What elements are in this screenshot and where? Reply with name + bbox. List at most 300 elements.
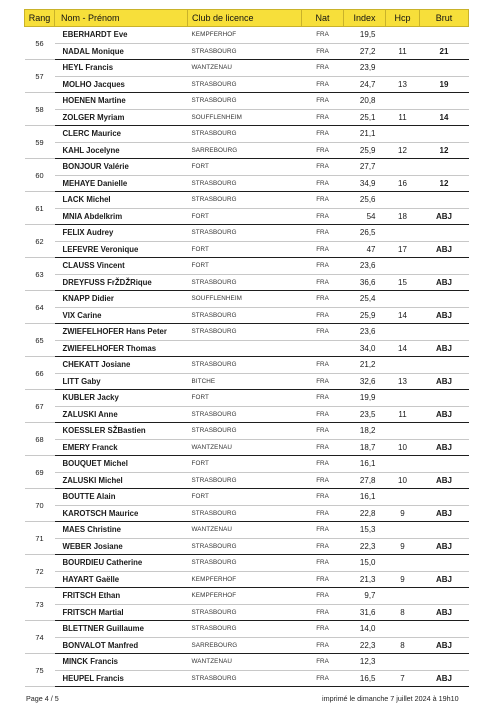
player-name: HOENEN Martine bbox=[55, 93, 188, 110]
rank-cell: 63 bbox=[25, 258, 55, 291]
table-row bbox=[25, 258, 469, 275]
nationality-cell: FRA bbox=[302, 225, 344, 242]
handicap-cell bbox=[386, 27, 420, 44]
table-row bbox=[25, 423, 469, 440]
table-row bbox=[25, 555, 469, 572]
nationality-cell: FRA bbox=[302, 670, 344, 687]
rank-cell: 59 bbox=[25, 126, 55, 159]
player-name: ZALUSKI Anne bbox=[55, 406, 188, 423]
rank-cell: 67 bbox=[25, 390, 55, 423]
table-row bbox=[25, 670, 469, 687]
index-cell: 18,7 bbox=[344, 439, 386, 456]
brut-score-cell bbox=[420, 192, 469, 209]
handicap-cell bbox=[386, 258, 420, 275]
handicap-cell: 9 bbox=[386, 505, 420, 522]
player-name: LITT Gaby bbox=[55, 373, 188, 390]
rank-cell: 56 bbox=[25, 27, 55, 60]
index-cell: 23,6 bbox=[344, 324, 386, 341]
club-cell: WANTZENAU bbox=[188, 654, 302, 671]
index-cell: 21,2 bbox=[344, 357, 386, 374]
club-cell: STRASBOURG bbox=[188, 357, 302, 374]
handicap-cell: 11 bbox=[386, 43, 420, 60]
nationality-cell: FRA bbox=[302, 109, 344, 126]
table-row bbox=[25, 588, 469, 605]
nationality-cell: FRA bbox=[302, 621, 344, 638]
index-cell: 32,6 bbox=[344, 373, 386, 390]
handicap-cell: 14 bbox=[386, 340, 420, 357]
index-cell: 12,3 bbox=[344, 654, 386, 671]
table-row bbox=[25, 225, 469, 242]
handicap-cell bbox=[386, 357, 420, 374]
nationality-cell: FRA bbox=[302, 258, 344, 275]
club-cell: STRASBOURG bbox=[188, 670, 302, 687]
club-cell: SOUFFLENHEIM bbox=[188, 109, 302, 126]
player-name: CLAUSS Vincent bbox=[55, 258, 188, 275]
club-cell: KEMPFERHOF bbox=[188, 27, 302, 44]
player-name: ZALUSKI Michel bbox=[55, 472, 188, 489]
table-row bbox=[25, 489, 469, 506]
handicap-cell bbox=[386, 291, 420, 308]
table-row bbox=[25, 159, 469, 176]
player-name: HAYART Gaëlle bbox=[55, 571, 188, 588]
index-cell: 19,5 bbox=[344, 27, 386, 44]
nationality-cell: FRA bbox=[302, 538, 344, 555]
handicap-cell bbox=[386, 489, 420, 506]
brut-score-cell: ABJ bbox=[420, 670, 469, 687]
rank-cell: 65 bbox=[25, 324, 55, 357]
handicap-cell: 9 bbox=[386, 571, 420, 588]
nationality-cell: FRA bbox=[302, 522, 344, 539]
club-cell: STRASBOURG bbox=[188, 505, 302, 522]
player-name: ZOLGER Myriam bbox=[55, 109, 188, 126]
player-name: HEYL Francis bbox=[55, 60, 188, 77]
player-name: KUBLER Jacky bbox=[55, 390, 188, 407]
rank-cell: 68 bbox=[25, 423, 55, 456]
brut-score-cell: ABJ bbox=[420, 340, 469, 357]
player-name: BONJOUR Valérie bbox=[55, 159, 188, 176]
index-cell: 25,1 bbox=[344, 109, 386, 126]
index-cell: 47 bbox=[344, 241, 386, 258]
nationality-cell: FRA bbox=[302, 357, 344, 374]
handicap-cell bbox=[386, 456, 420, 473]
rank-cell: 72 bbox=[25, 555, 55, 588]
table-row bbox=[25, 357, 469, 374]
table-row bbox=[25, 208, 469, 225]
nationality-cell: FRA bbox=[302, 406, 344, 423]
club-cell: STRASBOURG bbox=[188, 274, 302, 291]
brut-score-cell: ABJ bbox=[420, 472, 469, 489]
rank-cell: 73 bbox=[25, 588, 55, 621]
player-name: FELIX Audrey bbox=[55, 225, 188, 242]
brut-score-cell bbox=[420, 159, 469, 176]
brut-score-cell bbox=[420, 489, 469, 506]
club-cell: FORT bbox=[188, 390, 302, 407]
rank-cell: 57 bbox=[25, 60, 55, 93]
handicap-cell: 17 bbox=[386, 241, 420, 258]
table-row bbox=[25, 621, 469, 638]
index-cell: 54 bbox=[344, 208, 386, 225]
index-cell: 25,9 bbox=[344, 142, 386, 159]
nationality-cell: FRA bbox=[302, 43, 344, 60]
player-name: BOURDIEU Catherine bbox=[55, 555, 188, 572]
index-cell: 26,5 bbox=[344, 225, 386, 242]
handicap-cell bbox=[386, 159, 420, 176]
index-cell: 27,8 bbox=[344, 472, 386, 489]
table-row bbox=[25, 522, 469, 539]
club-cell: FORT bbox=[188, 489, 302, 506]
player-name: VIX Carine bbox=[55, 307, 188, 324]
print-date: imprimé le dimanche 7 juillet 2024 à 19h10 bbox=[322, 694, 459, 703]
player-name: HEUPEL Francis bbox=[55, 670, 188, 687]
club-cell: STRASBOURG bbox=[188, 423, 302, 440]
brut-score-cell bbox=[420, 324, 469, 341]
club-cell: FORT bbox=[188, 159, 302, 176]
table-row bbox=[25, 291, 469, 308]
player-name: BOUQUET Michel bbox=[55, 456, 188, 473]
club-cell: WANTZENAU bbox=[188, 439, 302, 456]
nationality-cell: FRA bbox=[302, 604, 344, 621]
player-name: KAROTSCH Maurice bbox=[55, 505, 188, 522]
nationality-cell: FRA bbox=[302, 27, 344, 44]
player-name: LEFEVRE Veronique bbox=[55, 241, 188, 258]
club-cell: STRASBOURG bbox=[188, 225, 302, 242]
rank-cell: 70 bbox=[25, 489, 55, 522]
rank-cell: 58 bbox=[25, 93, 55, 126]
club-cell: SOUFFLENHEIM bbox=[188, 291, 302, 308]
handicap-cell: 8 bbox=[386, 604, 420, 621]
club-cell: FORT bbox=[188, 456, 302, 473]
nationality-cell: FRA bbox=[302, 489, 344, 506]
handicap-cell: 18 bbox=[386, 208, 420, 225]
table-row bbox=[25, 192, 469, 209]
handicap-cell bbox=[386, 654, 420, 671]
table-row bbox=[25, 456, 469, 473]
handicap-cell bbox=[386, 423, 420, 440]
player-name: CHEKATT Josiane bbox=[55, 357, 188, 374]
nationality-cell: FRA bbox=[302, 93, 344, 110]
nationality-cell: FRA bbox=[302, 159, 344, 176]
table-row bbox=[25, 637, 469, 654]
table-row bbox=[25, 472, 469, 489]
results-body bbox=[25, 27, 469, 687]
player-name: EMERY Franck bbox=[55, 439, 188, 456]
table-row bbox=[25, 27, 469, 44]
club-cell: FORT bbox=[188, 258, 302, 275]
club-cell: WANTZENAU bbox=[188, 522, 302, 539]
brut-score-cell bbox=[420, 390, 469, 407]
handicap-cell: 9 bbox=[386, 538, 420, 555]
player-name: BONVALOT Manfred bbox=[55, 637, 188, 654]
handicap-cell: 7 bbox=[386, 670, 420, 687]
header-brut: Brut bbox=[420, 10, 469, 27]
nationality-cell: FRA bbox=[302, 291, 344, 308]
nationality-cell: FRA bbox=[302, 637, 344, 654]
club-cell: STRASBOURG bbox=[188, 555, 302, 572]
player-name: MNIA Abdelkrim bbox=[55, 208, 188, 225]
player-name: CLERC Maurice bbox=[55, 126, 188, 143]
index-cell: 34,9 bbox=[344, 175, 386, 192]
rank-cell: 62 bbox=[25, 225, 55, 258]
brut-score-cell: ABJ bbox=[420, 373, 469, 390]
player-name: MEHAYE Danielle bbox=[55, 175, 188, 192]
table-row bbox=[25, 175, 469, 192]
table-row bbox=[25, 142, 469, 159]
table-row bbox=[25, 43, 469, 60]
table-row bbox=[25, 373, 469, 390]
table-row bbox=[25, 60, 469, 77]
club-cell: SARREBOURG bbox=[188, 637, 302, 654]
index-cell: 25,6 bbox=[344, 192, 386, 209]
club-cell: SARREBOURG bbox=[188, 142, 302, 159]
index-cell: 15,0 bbox=[344, 555, 386, 572]
table-row bbox=[25, 109, 469, 126]
handicap-cell: 16 bbox=[386, 175, 420, 192]
handicap-cell: 15 bbox=[386, 274, 420, 291]
handicap-cell bbox=[386, 93, 420, 110]
club-cell bbox=[188, 340, 302, 357]
club-cell: STRASBOURG bbox=[188, 406, 302, 423]
brut-score-cell bbox=[420, 60, 469, 77]
header-row bbox=[25, 10, 469, 27]
table-row bbox=[25, 406, 469, 423]
nationality-cell: FRA bbox=[302, 390, 344, 407]
brut-score-cell bbox=[420, 654, 469, 671]
table-row bbox=[25, 307, 469, 324]
nationality-cell: FRA bbox=[302, 274, 344, 291]
handicap-cell bbox=[386, 60, 420, 77]
index-cell: 23,6 bbox=[344, 258, 386, 275]
index-cell: 16,1 bbox=[344, 489, 386, 506]
nationality-cell: FRA bbox=[302, 571, 344, 588]
brut-score-cell bbox=[420, 423, 469, 440]
handicap-cell bbox=[386, 225, 420, 242]
brut-score-cell: ABJ bbox=[420, 571, 469, 588]
handicap-cell: 12 bbox=[386, 142, 420, 159]
index-cell: 27,2 bbox=[344, 43, 386, 60]
rank-cell: 64 bbox=[25, 291, 55, 324]
brut-score-cell bbox=[420, 225, 469, 242]
index-cell: 22,3 bbox=[344, 538, 386, 555]
table-row bbox=[25, 324, 469, 341]
rank-cell: 71 bbox=[25, 522, 55, 555]
handicap-cell bbox=[386, 621, 420, 638]
handicap-cell: 11 bbox=[386, 109, 420, 126]
club-cell: WANTZENAU bbox=[188, 60, 302, 77]
club-cell: KEMPFERHOF bbox=[188, 588, 302, 605]
brut-score-cell: ABJ bbox=[420, 274, 469, 291]
handicap-cell: 11 bbox=[386, 406, 420, 423]
rank-cell: 74 bbox=[25, 621, 55, 654]
header-nat: Nat bbox=[302, 10, 344, 27]
player-name: ZWIEFELHOFER Hans Peter bbox=[55, 324, 188, 341]
handicap-cell bbox=[386, 192, 420, 209]
index-cell: 9,7 bbox=[344, 588, 386, 605]
handicap-cell: 14 bbox=[386, 307, 420, 324]
club-cell: STRASBOURG bbox=[188, 324, 302, 341]
handicap-cell: 13 bbox=[386, 373, 420, 390]
table-row bbox=[25, 571, 469, 588]
nationality-cell: FRA bbox=[302, 324, 344, 341]
brut-score-cell: ABJ bbox=[420, 241, 469, 258]
club-cell: BITCHE bbox=[188, 373, 302, 390]
brut-score-cell bbox=[420, 621, 469, 638]
index-cell: 23,5 bbox=[344, 406, 386, 423]
brut-score-cell bbox=[420, 291, 469, 308]
header-club: Club de licence bbox=[188, 10, 302, 27]
handicap-cell bbox=[386, 390, 420, 407]
index-cell: 36,6 bbox=[344, 274, 386, 291]
brut-score-cell: ABJ bbox=[420, 637, 469, 654]
nationality-cell: FRA bbox=[302, 241, 344, 258]
brut-score-cell bbox=[420, 555, 469, 572]
nationality-cell: FRA bbox=[302, 472, 344, 489]
nationality-cell: FRA bbox=[302, 142, 344, 159]
index-cell: 25,4 bbox=[344, 291, 386, 308]
nationality-cell: FRA bbox=[302, 307, 344, 324]
index-cell: 14,0 bbox=[344, 621, 386, 638]
handicap-cell bbox=[386, 324, 420, 341]
index-cell: 24,7 bbox=[344, 76, 386, 93]
header-index: Index bbox=[344, 10, 386, 27]
nationality-cell: FRA bbox=[302, 60, 344, 77]
player-name: KAHL Jocelyne bbox=[55, 142, 188, 159]
brut-score-cell: ABJ bbox=[420, 307, 469, 324]
nationality-cell bbox=[302, 340, 344, 357]
club-cell: STRASBOURG bbox=[188, 126, 302, 143]
results-table bbox=[24, 9, 469, 687]
nationality-cell: FRA bbox=[302, 192, 344, 209]
brut-score-cell bbox=[420, 126, 469, 143]
brut-score-cell: ABJ bbox=[420, 406, 469, 423]
table-row bbox=[25, 274, 469, 291]
brut-score-cell bbox=[420, 357, 469, 374]
nationality-cell: FRA bbox=[302, 126, 344, 143]
index-cell: 22,3 bbox=[344, 637, 386, 654]
index-cell: 22,8 bbox=[344, 505, 386, 522]
player-name: MAES Christine bbox=[55, 522, 188, 539]
player-name: MOLHO Jacques bbox=[55, 76, 188, 93]
nationality-cell: FRA bbox=[302, 654, 344, 671]
table-row bbox=[25, 126, 469, 143]
club-cell: STRASBOURG bbox=[188, 604, 302, 621]
club-cell: FORT bbox=[188, 208, 302, 225]
nationality-cell: FRA bbox=[302, 555, 344, 572]
index-cell: 21,3 bbox=[344, 571, 386, 588]
brut-score-cell: 12 bbox=[420, 142, 469, 159]
rank-cell: 69 bbox=[25, 456, 55, 489]
rank-cell: 66 bbox=[25, 357, 55, 390]
handicap-cell: 13 bbox=[386, 76, 420, 93]
player-name: NADAL Monique bbox=[55, 43, 188, 60]
header-hcp: Hcp bbox=[386, 10, 420, 27]
brut-score-cell: ABJ bbox=[420, 604, 469, 621]
brut-score-cell bbox=[420, 522, 469, 539]
nationality-cell: FRA bbox=[302, 175, 344, 192]
club-cell: STRASBOURG bbox=[188, 192, 302, 209]
handicap-cell: 8 bbox=[386, 637, 420, 654]
index-cell: 31,6 bbox=[344, 604, 386, 621]
nationality-cell: FRA bbox=[302, 423, 344, 440]
brut-score-cell: ABJ bbox=[420, 208, 469, 225]
table-row bbox=[25, 439, 469, 456]
index-cell: 34,0 bbox=[344, 340, 386, 357]
index-cell: 16,1 bbox=[344, 456, 386, 473]
nationality-cell: FRA bbox=[302, 373, 344, 390]
index-cell: 15,3 bbox=[344, 522, 386, 539]
brut-score-cell: 14 bbox=[420, 109, 469, 126]
player-name: BOUTTE Alain bbox=[55, 489, 188, 506]
header-rang: Rang bbox=[25, 10, 55, 27]
brut-score-cell: 12 bbox=[420, 175, 469, 192]
index-cell: 25,9 bbox=[344, 307, 386, 324]
nationality-cell: FRA bbox=[302, 456, 344, 473]
player-name: FRITSCH Ethan bbox=[55, 588, 188, 605]
table-row bbox=[25, 654, 469, 671]
club-cell: STRASBOURG bbox=[188, 43, 302, 60]
player-name: KOESSLER SŽBastien bbox=[55, 423, 188, 440]
table-row bbox=[25, 241, 469, 258]
index-cell: 23,9 bbox=[344, 60, 386, 77]
page-number: Page 4 / 5 bbox=[26, 694, 59, 703]
table-row bbox=[25, 505, 469, 522]
club-cell: STRASBOURG bbox=[188, 472, 302, 489]
index-cell: 18,2 bbox=[344, 423, 386, 440]
handicap-cell bbox=[386, 588, 420, 605]
brut-score-cell bbox=[420, 27, 469, 44]
header-name: Nom - Prénom bbox=[55, 10, 188, 27]
brut-score-cell bbox=[420, 93, 469, 110]
rank-cell: 60 bbox=[25, 159, 55, 192]
player-name: MINCK Francis bbox=[55, 654, 188, 671]
rank-cell: 75 bbox=[25, 654, 55, 687]
index-cell: 16,5 bbox=[344, 670, 386, 687]
nationality-cell: FRA bbox=[302, 439, 344, 456]
brut-score-cell: 21 bbox=[420, 43, 469, 60]
handicap-cell: 10 bbox=[386, 472, 420, 489]
player-name: ZWIEFELHOFER Thomas bbox=[55, 340, 188, 357]
handicap-cell bbox=[386, 522, 420, 539]
brut-score-cell: ABJ bbox=[420, 505, 469, 522]
club-cell: STRASBOURG bbox=[188, 538, 302, 555]
brut-score-cell: ABJ bbox=[420, 538, 469, 555]
club-cell: STRASBOURG bbox=[188, 621, 302, 638]
rank-cell: 61 bbox=[25, 192, 55, 225]
brut-score-cell: 19 bbox=[420, 76, 469, 93]
club-cell: FORT bbox=[188, 241, 302, 258]
index-cell: 19,9 bbox=[344, 390, 386, 407]
handicap-cell: 10 bbox=[386, 439, 420, 456]
club-cell: STRASBOURG bbox=[188, 175, 302, 192]
index-cell: 20,8 bbox=[344, 93, 386, 110]
handicap-cell bbox=[386, 555, 420, 572]
player-name: DREYFUSS FrŽDŽRique bbox=[55, 274, 188, 291]
player-name: BLETTNER Guillaume bbox=[55, 621, 188, 638]
brut-score-cell bbox=[420, 456, 469, 473]
index-cell: 27,7 bbox=[344, 159, 386, 176]
club-cell: STRASBOURG bbox=[188, 76, 302, 93]
player-name: WEBER Josiane bbox=[55, 538, 188, 555]
nationality-cell: FRA bbox=[302, 588, 344, 605]
player-name: FRITSCH Martial bbox=[55, 604, 188, 621]
player-name: LACK Michel bbox=[55, 192, 188, 209]
nationality-cell: FRA bbox=[302, 76, 344, 93]
club-cell: KEMPFERHOF bbox=[188, 571, 302, 588]
brut-score-cell bbox=[420, 588, 469, 605]
nationality-cell: FRA bbox=[302, 505, 344, 522]
handicap-cell bbox=[386, 126, 420, 143]
table-row bbox=[25, 340, 469, 357]
table-row bbox=[25, 93, 469, 110]
